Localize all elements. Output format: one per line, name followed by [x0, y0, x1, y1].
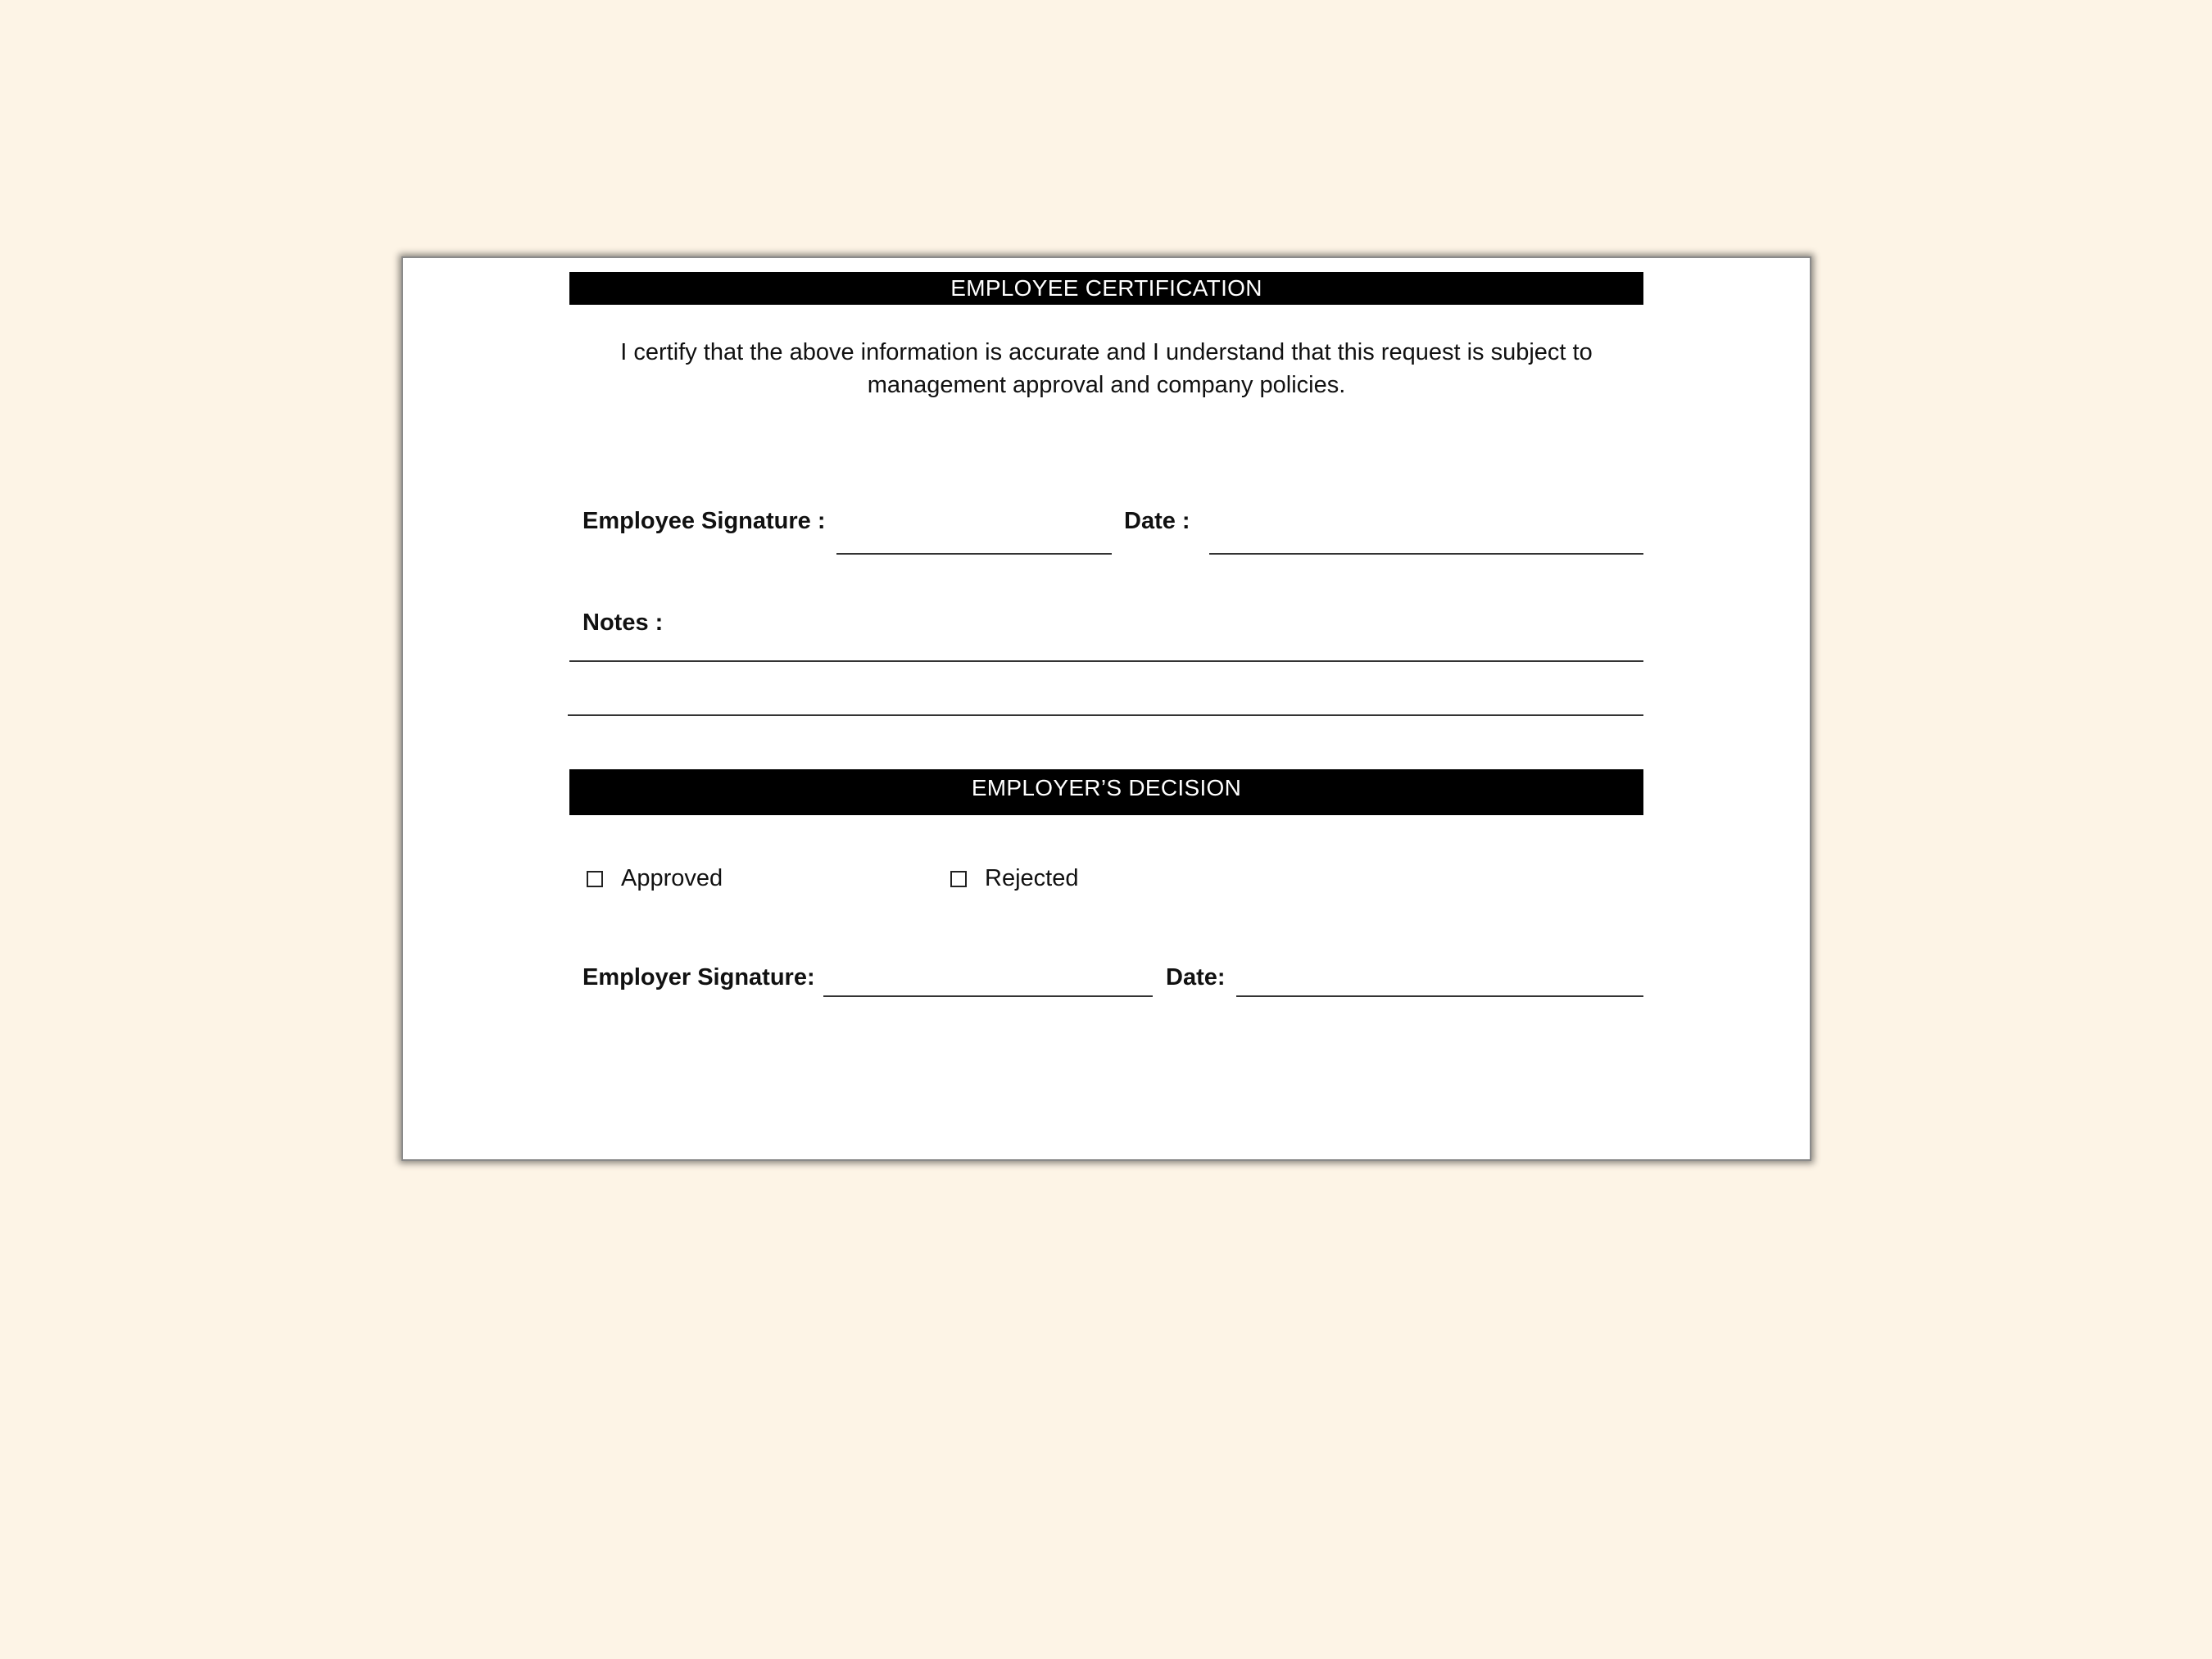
rejected-label: Rejected: [985, 865, 1079, 891]
approved-checkbox[interactable]: [587, 871, 603, 887]
approved-option[interactable]: [587, 865, 723, 892]
employer-decision-header: EMPLOYER’S DECISION: [569, 769, 1643, 815]
employee-signature-field[interactable]: [836, 553, 1112, 555]
employer-signature-label: Employer Signature:: [582, 964, 815, 990]
employer-signature-field[interactable]: [823, 995, 1153, 997]
employee-certification-header: EMPLOYEE CERTIFICATION: [569, 272, 1643, 305]
certification-statement: I certify that the above information is accurate and I understand that this request is subject to management approval and company policies.: [620, 339, 1593, 398]
employee-signature-label: Employee Signature :: [582, 508, 826, 534]
notes-line-2[interactable]: [568, 714, 1643, 716]
employee-date-field[interactable]: [1209, 553, 1643, 555]
notes-line-1[interactable]: [569, 660, 1643, 662]
rejected-option[interactable]: [950, 865, 1078, 892]
employer-date-label: Date:: [1166, 964, 1226, 990]
employer-date-field[interactable]: [1236, 995, 1643, 997]
approved-label: Approved: [621, 865, 723, 891]
rejected-checkbox[interactable]: [950, 871, 967, 887]
notes-label: Notes :: [582, 610, 664, 636]
employee-date-label: Date :: [1124, 508, 1190, 534]
